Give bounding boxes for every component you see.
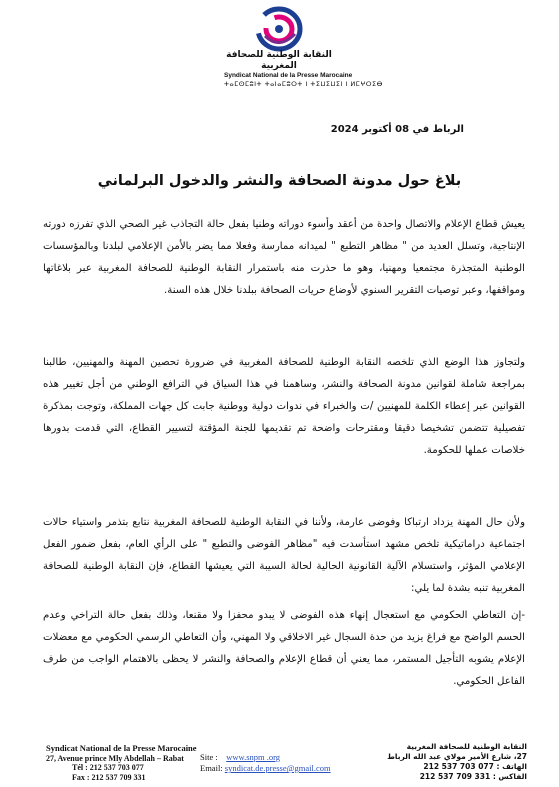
footer-tel-fr: Tél : 212 537 703 077 bbox=[72, 763, 144, 772]
footer-arabic-contact bbox=[367, 742, 527, 782]
footer-tel-ar: 212 537 703 077 bbox=[423, 762, 494, 771]
union-logo bbox=[224, 6, 383, 96]
footer-fax-label-ar: الفاكس : bbox=[492, 772, 527, 781]
logo-tifinagh-name: ⵜⴰⵎⵙⵎⵓⵏⵜ ⵜⴰⵏⴰⵎⵓⵔⵜ ⵏ ⵜⵉⵡⵉⵡⵉⵏ ⵏ ⵍⵎⵖⵔⵉⴱ bbox=[224, 80, 383, 88]
footer-org-name-ar: النقابة الوطنية للصحافة المغربية bbox=[406, 742, 527, 751]
footer-fax-fr: Fax : 212 537 709 331 bbox=[72, 772, 146, 782]
footer-org-name-fr: Syndicat National de la Presse Marocaine bbox=[46, 743, 197, 753]
email-link[interactable]: syndicat.de.presse@gmail.com bbox=[224, 763, 331, 773]
paragraph-1: يعيش قطاع الإعلام والاتصال واحدة من أعقد وأسوء دوراته وطنيا بفعل حالة التجاذب غير الصحي الذي تفرزه دورته الإنتاجية، وتسلل العديد من " مظاهر التطبع " لميدانه ممارسة وفعلا مما يضر بالأمن الإعلامي لبلدنا وبالمؤسسات الوطنية المتجذرة مجتمعيا ومهنيا، وهو ما حذرت منه باستمرار النقابة الوطنية للصحافة المغربية عبر بلاغاتها ومواقفها، وعبر توصيات التقرير السنوي لأوضاع حريات الصحافة ببلدنا خلال هذه السنة. bbox=[43, 219, 525, 296]
email-label: Email: bbox=[200, 763, 223, 773]
site-link[interactable]: www.snpm .org bbox=[226, 752, 281, 762]
footer-address-ar: 27، شارع الأمير مولاي عبد الله الرباط bbox=[387, 752, 527, 761]
footer-web-contact bbox=[200, 752, 331, 774]
logo-french-name: Syndicat National de la Presse Marocaine bbox=[224, 72, 353, 79]
footer-french-contact bbox=[46, 744, 197, 782]
paragraph-4: -إن التعاطي الحكومي مع استعجال إنهاء هذه الفوضى لا يبدو محفزا ولا مقنعا، وذلك بفعل حالة التراخي وعدم الحسم الواضح مع فراغ يزيد من حدة السجال غير الاخلاقي ولا المهني، وأن التعاطي الرسمي الحكومي مع معضلات الإعلام يشوبه التأجيل المستمر، مما يعني أن قطاع الإعلام والصحافة والنشر لا يحظى بالاهتمام الواجب من طرف الفاعل الحكومي. bbox=[43, 610, 525, 687]
logo-emblem-icon bbox=[255, 6, 303, 52]
footer-tel-label-ar: الهاتف : bbox=[496, 762, 527, 771]
paragraph-3: ولأن حال المهنة يزداد ارتباكا وفوضى عارمة، ولأننا في النقابة الوطنية للصحافة المغربية نتابع بتذمر واستياء حالات اجتماعية دراماتيكية تلخص مشهد استأسدت فيه "مظاهر الفوضى والتطبع " على الرأي العام، بفعل ضمور الفعل الإعلامي المؤثر، واستسلام الآلية القانونية الحالية لحالة السيبة التي يعيشها القطاع، فإن النقابة الوطنية للصحافة المغربية تنبه بشدة لما يلي: bbox=[43, 517, 525, 594]
document-title: بلاغ حول مدونة الصحافة والنشر والدخول البرلماني bbox=[97, 173, 462, 189]
paragraph-2: ولتجاوز هذا الوضع الذي تلخصه النقابة الوطنية للصحافة المغربية في ضرورة تحصين المهنة والمهنيين، طالبنا بمراجعة شاملة لقوانين مدونة الصحافة والنشر، وساهمنا في هذا السياق في الترافع الوطني من أجل تغيير هذه القوانين عبر إعطاء الكلمة للمهنيين /ت والخبراء في ندوات دولية ووطنية جابت كل جهات المملكة، وتوجت بمذكرة تفصيلية تتضمن تشخيصا دقيقا ومقترحات واضحة تم تقديمها للجنة المؤقتة لتسيير القطاع، التي قدمت بدورها خلاصات عملها للحكومة. bbox=[43, 357, 525, 456]
footer-address-fr: 27, Avenue prince Mly Abdellah – Rabat bbox=[46, 753, 184, 763]
document-date: الرباط في 08 أكتوبر 2024 bbox=[330, 124, 464, 135]
footer-fax-ar: 212 537 709 331 bbox=[419, 772, 491, 781]
site-label: Site : bbox=[200, 752, 218, 762]
logo-arabic-name: النقابة الوطنية للصحافة المغربية bbox=[226, 50, 332, 71]
